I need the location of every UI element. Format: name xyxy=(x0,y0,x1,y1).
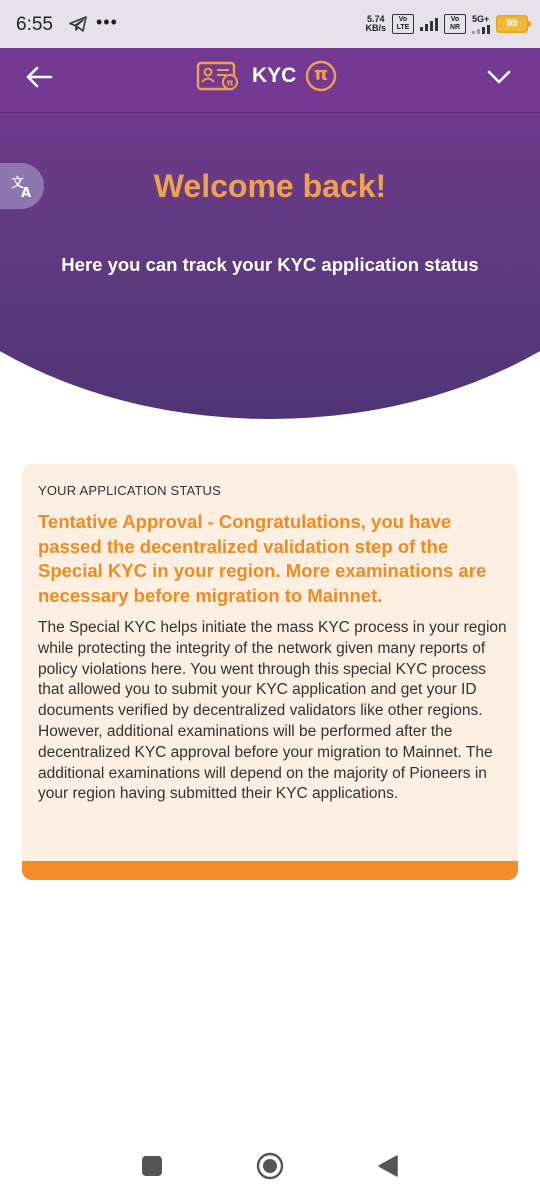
network-type: 5G+ xyxy=(472,13,490,24)
more-notifications-icon: ••• xyxy=(96,12,118,32)
volte-chip: Vo LTE xyxy=(392,14,414,34)
telegram-icon xyxy=(69,16,87,32)
hero-subtitle: Here you can track your KYC application status xyxy=(61,254,479,275)
home-icon[interactable] xyxy=(256,1152,284,1180)
battery-icon: 99 xyxy=(496,15,528,33)
network-speed-value: 5.74 xyxy=(366,14,385,24)
welcome-heading: Welcome back! xyxy=(153,168,387,204)
application-status-card xyxy=(22,464,518,880)
app-header xyxy=(0,48,540,113)
status-headline: Tentative Approval - Congratulations, you have passed the decentralized validation step of the Special KYC in your region. More examinations are necessary before migration to Mainnet. xyxy=(38,511,487,606)
signal-icon xyxy=(420,17,438,31)
back-arrow-icon[interactable] xyxy=(24,62,54,92)
svg-text:A: A xyxy=(21,186,32,199)
status-label: YOUR APPLICATION STATUS xyxy=(38,483,222,498)
pi-symbol: π xyxy=(313,64,329,85)
status-bar-accent xyxy=(22,861,518,880)
network-speed xyxy=(365,15,386,33)
signal-5g-group xyxy=(472,15,490,34)
signal-5g-icon xyxy=(472,24,490,34)
svg-text:π: π xyxy=(226,78,234,89)
back-icon[interactable] xyxy=(377,1154,399,1178)
status-description: The Special KYC helps initiate the mass KYC process in your region while protecting the integrity of the network given many reports of policy violations here. You went through this special KYC process that allowed you to submit your KYC application and get your ID documents verified by decentralized validators like other regions. However, additional examinations will be performed after the decentralized KYC approval before your migration to Mainnet. The additional examinations will depend on the majority of Pioneers in your region having submitted their KYC applications. xyxy=(38,619,507,803)
network-speed-unit: KB/s xyxy=(365,23,386,33)
id-card-icon xyxy=(196,60,240,92)
status-time: 6:55 xyxy=(16,14,53,35)
page-title: KYC xyxy=(252,64,297,87)
vonr-chip: Vo NR xyxy=(444,14,466,34)
chevron-down-icon[interactable] xyxy=(486,64,512,90)
pi-coin-icon xyxy=(305,60,337,92)
svg-text:文: 文 xyxy=(11,176,25,191)
recents-icon[interactable] xyxy=(142,1156,162,1176)
status-indicators xyxy=(365,10,528,38)
status-bar xyxy=(0,0,540,48)
